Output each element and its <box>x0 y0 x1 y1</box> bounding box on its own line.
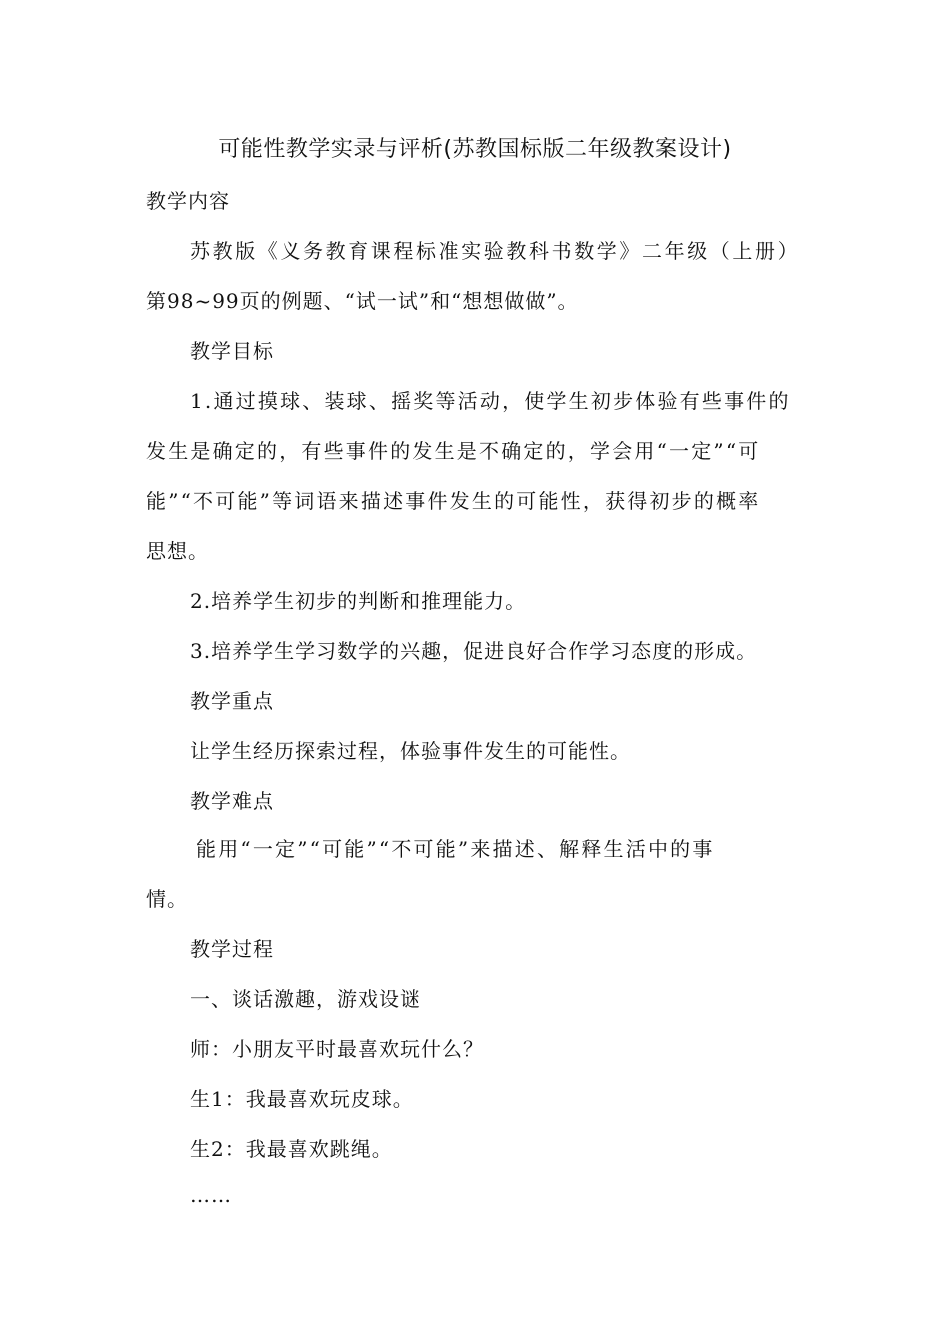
text-line: 教学难点 <box>190 789 274 813</box>
text-line: 一、谈话激趣，游戏设谜 <box>190 987 421 1011</box>
text-line: 情。 <box>146 887 188 911</box>
text-line: 思想。 <box>146 539 209 563</box>
text-line: 教学内容 <box>146 189 230 213</box>
text-line: 1.通过摸球、装球、摇奖等活动，使学生初步体验有些事件的 <box>190 389 791 413</box>
text-line: 生1：我最喜欢玩皮球。 <box>190 1087 414 1111</box>
text-line: 能用“一定”“可能”“不可能”来描述、解释生活中的事 <box>196 837 715 861</box>
text-line: 苏教版《义务教育课程标准实验教科书数学》二年级（上册） <box>190 239 801 263</box>
document-title: 可能性教学实录与评析(苏教国标版二年级教案设计) <box>218 137 732 162</box>
text-line: 2.培养学生初步的判断和推理能力。 <box>190 589 527 613</box>
text-line: 能”“不可能”等词语来描述事件发生的可能性，获得初步的概率 <box>146 489 761 513</box>
text-line: 第98~99页的例题、“试一试”和“想想做做”。 <box>146 289 579 313</box>
text-line: …… <box>190 1183 232 1207</box>
text-line: 生2：我最喜欢跳绳。 <box>190 1137 393 1161</box>
text-line: 教学目标 <box>190 339 274 363</box>
text-line: 教学过程 <box>190 937 274 961</box>
text-line: 3.培养学生学习数学的兴趣，促进良好合作学习态度的形成。 <box>190 639 758 663</box>
text-line: 发生是确定的，有些事件的发生是不确定的，学会用“一定”“可 <box>146 439 761 463</box>
text-line: 让学生经历探索过程，体验事件发生的可能性。 <box>190 739 631 763</box>
text-line: 师：小朋友平时最喜欢玩什么？ <box>190 1037 484 1061</box>
text-line: 教学重点 <box>190 689 274 713</box>
